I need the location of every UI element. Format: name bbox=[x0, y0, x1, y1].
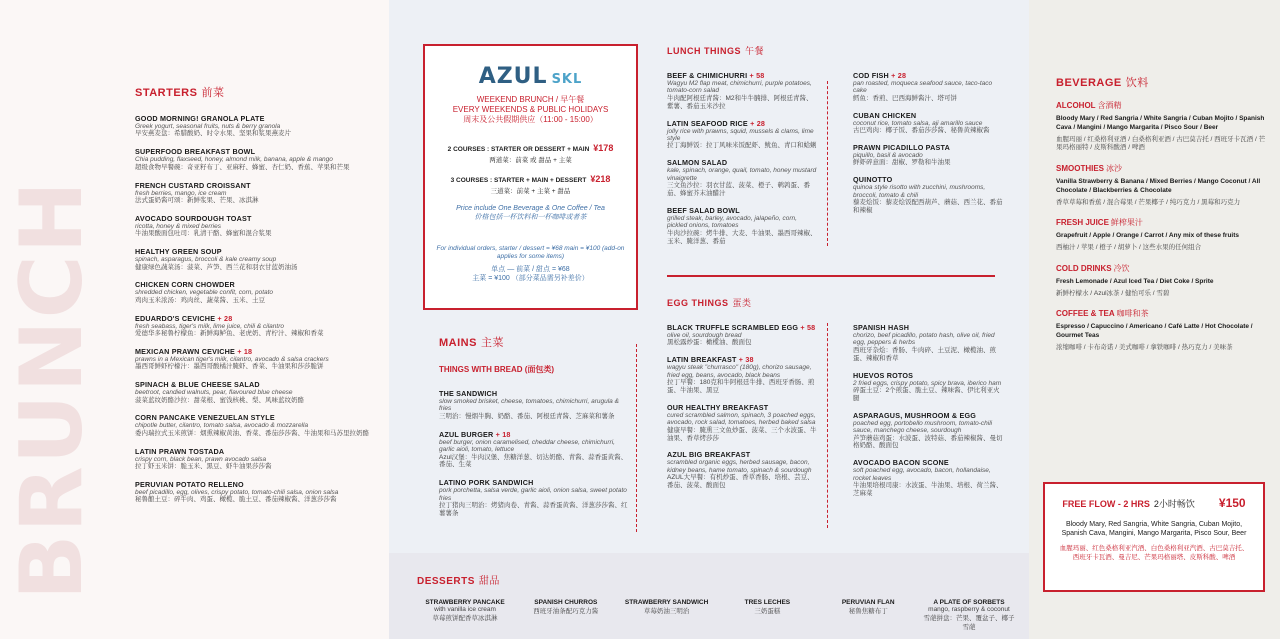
menu-item-chinese: 秘鲁酿土豆：碎牛肉、鸡蛋、橄榄、脆土豆、番茄辣椒酱、洋葱莎莎酱 bbox=[135, 496, 337, 504]
menu-item-title: AVOCADO BACON SCONE bbox=[853, 458, 949, 468]
brunch-hours: 周末及公共假期供应（11:00 - 15:00） bbox=[463, 115, 598, 124]
menu-item bbox=[135, 380, 375, 404]
menu-item-price-addon: + 18 bbox=[237, 346, 253, 356]
two-courses-price: ¥178 bbox=[593, 143, 614, 153]
menu-item-chinese: 藜麦烩饭：藜麦烩饭配西葫芦、蘑菇、西兰花、番茄和辣椒 bbox=[853, 199, 1003, 214]
mains-divider bbox=[636, 344, 637, 532]
beverage-group-items-en: Grapefruit / Apple / Orange / Carrot / Any mix of these fruits bbox=[1056, 232, 1239, 240]
free-flow-price: ¥150 bbox=[1218, 496, 1246, 510]
beverage-group-items-cn: 香草草莓和香蕉 / 混合莓果 / 芒果椰子 / 纯巧克力 / 黑莓和巧克力 bbox=[1056, 198, 1241, 206]
egg-col-2 bbox=[853, 323, 1003, 506]
menu-item-price-addon: + 58 bbox=[800, 323, 816, 332]
menu-item-price-addon: + 28 bbox=[750, 118, 766, 128]
starters-title bbox=[135, 84, 375, 100]
menu-item-name bbox=[853, 371, 1003, 380]
menu-item-chinese: 碎蛋土豆：2个煎蛋、脆土豆、辣味酱、伊比利亚火腿 bbox=[853, 387, 1000, 402]
lunch-section bbox=[667, 44, 1003, 245]
brunch-days: EVERY WEEKENDS & PUBLIC HOLIDAYS bbox=[452, 105, 609, 114]
beverage-group-items-cn: 血腥玛丽 / 红桑格利亚酒 / 白桑格利亚酒 / 古巴莫吉托 / 西班牙卡瓦酒 / 芒果玛格丽特 / 皮斯科酸酒 / 啤酒 bbox=[1056, 135, 1266, 152]
menu-item-description: pan roasted, moqueca seafood sauce, taco-taco cake bbox=[853, 80, 993, 95]
logo-sub: SKL bbox=[551, 72, 583, 87]
beverage-group-title bbox=[1056, 163, 1271, 174]
three-courses bbox=[425, 174, 636, 195]
menu-item-chinese: 拉丁海鲜饭：拉丁风味米饭配虾、鱿鱼、青口和蛤蜊 bbox=[667, 142, 817, 150]
beverage-group bbox=[1056, 217, 1271, 253]
menu-item-price-addon: + 38 bbox=[738, 355, 754, 365]
menu-item-title: SPINACH & BLUE CHEESE SALAD bbox=[135, 380, 260, 390]
three-courses-price: ¥218 bbox=[590, 174, 611, 184]
lunch-col-2 bbox=[853, 71, 1003, 223]
lunch-title-en: LUNCH THINGS bbox=[667, 46, 741, 56]
dessert-item bbox=[417, 599, 513, 631]
price-includes-cn: 价格包括一杯饮料和一杯咖啡或者茶 bbox=[474, 213, 587, 221]
beverage-group bbox=[1056, 163, 1271, 207]
beverage-group-title-en: COLD DRINKS bbox=[1056, 263, 1112, 273]
menu-item bbox=[135, 480, 375, 504]
menu-item-chinese: 西班牙杂烩：香肠、牛肉碎、土豆泥、橄榄油、煎蛋、辣椒和香草 bbox=[853, 346, 996, 362]
menu-item-chinese: AZUL大早餐：有机炒蛋、香草香肠、培根、芸豆、番茄、菠菜、酸面包 bbox=[667, 474, 814, 490]
menu-item-name bbox=[667, 323, 817, 332]
menu-item-name bbox=[135, 181, 375, 190]
mains-title-cn: 主菜 bbox=[480, 337, 504, 349]
menu-item bbox=[853, 71, 1003, 103]
beverage-group-items-cn: 新鲜柠檬水 / Azul冰茶 / 健怡可乐 / 雪碧 bbox=[1056, 289, 1170, 297]
menu-item-chinese: 鲜虾碎意面：甜椒、罗勒和牛油果 bbox=[853, 159, 951, 167]
dessert-chinese: 草莓奶油三明治 bbox=[643, 608, 690, 615]
dessert-item bbox=[921, 599, 1017, 631]
egg-title bbox=[667, 296, 997, 309]
menu-item-chinese: 牛油果酸面包吐司：乳清干酪、蜂蜜和混合浆果 bbox=[135, 230, 272, 238]
menu-item-description: beef picadillo, egg, olives, crispy potato, tomato-chili salsa, onion salsa bbox=[135, 488, 339, 496]
beverage-group-items-en: Espresso / Capuccino / Americano / Café Latte / Hot Chocolate / Gourmet Teas bbox=[1056, 323, 1253, 340]
menu-item bbox=[853, 323, 1003, 363]
free-flow-box bbox=[1043, 482, 1265, 592]
lunch-egg-separator bbox=[667, 275, 995, 277]
starters-title-cn: 前菜 bbox=[201, 87, 225, 99]
menu-item-name bbox=[667, 158, 817, 167]
menu-item-chinese: 牛肉配阿根廷青酱：M2和牛牛腩排、阿根廷青酱、紫薯、番茄玉米沙拉 bbox=[667, 94, 813, 110]
menu-item-name bbox=[135, 280, 375, 289]
free-flow-header bbox=[1045, 496, 1263, 510]
individual-orders-en: For individual orders, starter / dessert = ¥68 main = ¥100 (add-on applies for some items) bbox=[436, 244, 625, 260]
menu-item-description: cured scrambled salmon, spinach, 3 poached eggs, avocado, rock salad, tomatoes, herbed baked salsa bbox=[667, 411, 816, 427]
menu-item-name bbox=[853, 111, 1003, 120]
menu-item-description: fresh seabass, tiger's milk, lime juice, chili & cilantro bbox=[135, 322, 284, 330]
desserts-title-en: DESSERTS bbox=[417, 576, 475, 587]
menu-item-description: grilled steak, barley, avocado, jalapeño, corn, pickled onions, tomatoes bbox=[667, 214, 797, 230]
menu-item-chinese: 早安燕麦盘：希腊酸奶、时令水果、坚果和浆果燕麦片 bbox=[135, 130, 291, 138]
beverage-group-title-cn: 冷饮 bbox=[1113, 263, 1130, 273]
beverage-group-title bbox=[1056, 217, 1271, 228]
menu-item-chinese: 鸡肉玉米浓汤：鸡肉丝、蔬菜酱、玉米、土豆 bbox=[135, 296, 265, 304]
egg-col-1 bbox=[667, 323, 817, 498]
menu-item-chinese: 鳕鱼：香煎、巴西海鲜酱汁、塔可饼 bbox=[853, 94, 957, 102]
menu-item-title: SALMON SALAD bbox=[667, 158, 728, 168]
menu-item bbox=[439, 478, 629, 518]
menu-item-title: CUBAN CHICKEN bbox=[853, 110, 917, 120]
free-flow-title: FREE FLOW - 2 HRS bbox=[1062, 499, 1150, 509]
dessert-item bbox=[619, 599, 715, 631]
dessert-description: with vanilla ice cream bbox=[434, 606, 496, 613]
menu-item-title: LATIN BREAKFAST bbox=[667, 355, 737, 365]
dessert-name: STRAWBERRY SANDWICH bbox=[624, 599, 709, 606]
menu-item-name bbox=[667, 71, 817, 80]
starters-section bbox=[135, 84, 375, 513]
menu-item-name bbox=[439, 430, 629, 439]
menu-item-chinese: Azul汉堡：牛肉汉堡、焦糖洋葱、切达奶酪、青酱、蒜香蛋黄酱、番茄、生菜 bbox=[439, 453, 628, 469]
menu-item-title: SPANISH HASH bbox=[853, 323, 910, 332]
starters-title-en: STARTERS bbox=[135, 87, 198, 99]
dessert-description: mango, raspberry & coconut bbox=[928, 606, 1010, 613]
menu-item-chinese: 爱德华多秘鲁柠檬鱼：新鲜海鲈鱼、老虎奶、青柠汁、辣椒和香菜 bbox=[135, 330, 324, 338]
lunch-col-1 bbox=[667, 71, 817, 253]
menu-item bbox=[135, 214, 375, 238]
menu-item-title: CHICKEN CORN CHOWDER bbox=[135, 280, 235, 290]
menu-item-price-addon: + 18 bbox=[495, 429, 511, 439]
menu-item-description: olive oil, sourdough bread bbox=[667, 332, 742, 339]
menu-item bbox=[135, 114, 375, 138]
beverage-group-title-en: ALCOHOL bbox=[1056, 101, 1096, 110]
menu-item-description: slow smoked brisket, cheese, tomatoes, chimichurri, arugula & fries bbox=[439, 398, 619, 413]
menu-item-title: LATINO PORK SANDWICH bbox=[439, 478, 534, 488]
dessert-chinese: 秘鲁焦糖布丁 bbox=[848, 608, 888, 615]
two-courses bbox=[425, 143, 636, 164]
starters-list bbox=[135, 114, 375, 504]
menu-item-name bbox=[853, 458, 1003, 467]
menu-item-description: Greek yogurt, seasonal fruits, nuts & berry granola bbox=[135, 123, 281, 130]
menu-item-description: quinoa style risotto with zucchini, mushrooms, broccoli, tomato & chili bbox=[853, 184, 986, 199]
menu-item-description: Chia pudding, flaxseed, honey, almond milk, banana, apple & mango bbox=[135, 156, 333, 164]
egg-section bbox=[667, 296, 1003, 497]
dessert-name: TRES LECHES bbox=[744, 599, 791, 606]
menu-item bbox=[135, 347, 375, 371]
menu-item bbox=[135, 280, 375, 304]
dessert-name: STRAWBERRY PANCAKE bbox=[425, 599, 505, 606]
beverage-group-items-en: Bloody Mary / Red Sangria / White Sangria / Cuban Mojito / Spanish Cava / Mangini / Mango Margarita / Pisco Sour / Beer bbox=[1056, 115, 1265, 131]
beverage-group-title bbox=[1056, 308, 1271, 319]
dessert-item bbox=[518, 599, 614, 631]
menu-item-name bbox=[853, 143, 1003, 152]
menu-item-description: chorizo, beef picadillo, potato hash, olive oil, fried egg, peppers & herbs bbox=[853, 332, 995, 347]
menu-item bbox=[135, 247, 375, 271]
dessert-name: SPANISH CHURROS bbox=[534, 599, 598, 606]
menu-item-title: LATIN SEAFOOD RICE bbox=[667, 118, 748, 128]
menu-item-title: FRENCH CUSTARD CROISSANT bbox=[135, 180, 251, 190]
menu-item bbox=[135, 181, 375, 205]
individual-cn-line1: 单点 — 前菜 / 甜点 = ¥68 bbox=[491, 265, 570, 273]
menu-item-name bbox=[853, 323, 1003, 332]
menu-item-title: AZUL BURGER bbox=[439, 429, 494, 439]
beverage-group bbox=[1056, 263, 1271, 299]
menu-item-name bbox=[667, 403, 817, 412]
menu-item-description: soft poached egg, avocado, bacon, hollandaise, rocket leaves bbox=[853, 467, 991, 482]
three-courses-cn: 三道菜：前菜 + 主菜 + 甜品 bbox=[490, 188, 571, 195]
menu-item-title: ASPARAGUS, MUSHROOM & EGG bbox=[853, 410, 977, 420]
dessert-name: A PLATE OF SORBETS bbox=[933, 599, 1005, 606]
menu-item bbox=[667, 323, 817, 347]
mains-subtitle: THINGS WITH BREAD (面包类) bbox=[439, 365, 555, 374]
dessert-chinese: 三奶蛋糕 bbox=[754, 608, 781, 615]
two-courses-cn: 两道菜：前菜 或 甜品 + 主菜 bbox=[489, 157, 572, 164]
menu-item-name bbox=[439, 478, 629, 487]
menu-item-title: BEEF SALAD BOWL bbox=[667, 205, 740, 215]
menu-item-price-addon: + 58 bbox=[749, 71, 765, 80]
mains-title-en: MAINS bbox=[439, 337, 477, 349]
menu-item-description: ricotta, honey & mixed berries bbox=[135, 222, 221, 230]
menu-item-title: GOOD MORNING! GRANOLA PLATE bbox=[135, 114, 265, 123]
menu-item-title: SUPERFOOD BREAKFAST BOWL bbox=[135, 147, 256, 157]
beverage-group-items-en: Vanilla Strawberry & Banana / Mixed Berries / Mango Coconut / All Chocolate / Blackberries & Chocolate bbox=[1056, 178, 1261, 194]
menu-item-name bbox=[853, 71, 1003, 80]
menu-item-title: EDUARDO'S CEVICHE bbox=[135, 313, 216, 323]
mains-title bbox=[439, 334, 629, 350]
menu-item-price-addon: + 28 bbox=[217, 313, 233, 323]
beverage-group-items-en: Fresh Lemonade / Azul Iced Tea / Diet Coke / Sprite bbox=[1056, 277, 1214, 285]
menu-item-name bbox=[667, 206, 817, 215]
menu-item bbox=[439, 430, 629, 470]
desserts-title bbox=[417, 572, 1017, 587]
beverage-section bbox=[1056, 74, 1271, 353]
menu-item-chinese: 牛肉沙拉碗：烤牛排、大麦、牛油果、墨西哥辣椒、玉米、腌洋葱、番茄 bbox=[667, 229, 817, 245]
menu-item bbox=[667, 119, 817, 151]
price-includes bbox=[425, 205, 636, 223]
menu-item-name bbox=[135, 447, 375, 456]
menu-item-chinese: 健康早餐：腌熏三文鱼炒蛋、菠菜、三个水波蛋、牛油果、香草烤莎莎 bbox=[667, 426, 817, 442]
menu-item bbox=[135, 314, 375, 338]
menu-item-chinese: 古巴鸡肉：椰子饭、番茄莎莎酱、秘鲁黄辣椒酱 bbox=[853, 127, 990, 135]
menu-item-description: poached egg, portobello mushroom, tomato-chili sauce, manchego cheese, sourdough bbox=[853, 419, 993, 435]
menu-item-name bbox=[853, 411, 1003, 420]
menu-item-price-addon: + 28 bbox=[891, 71, 907, 80]
menu-item-name bbox=[667, 355, 817, 364]
menu-item-title: AVOCADO SOURDOUGH TOAST bbox=[135, 213, 252, 223]
menu-item-name bbox=[135, 147, 375, 156]
beverage-group-title-en: COFFEE & TEA bbox=[1056, 309, 1115, 319]
dessert-chinese: 西班牙油条配巧克力酱 bbox=[533, 608, 599, 615]
beverage-group bbox=[1056, 308, 1271, 352]
menu-item-description: kale, spinach, orange, quail, tomato, honey mustard vinaigrette bbox=[667, 167, 817, 182]
brunch-schedule bbox=[425, 95, 636, 125]
menu-item-chinese: 芦笋蘑菇鸡蛋：水波蛋、波特菇、番茄辣椒酱、曼切格奶酪、酸面包 bbox=[853, 434, 1003, 450]
menu-item-title: MEXICAN PRAWN CEVICHE bbox=[135, 346, 236, 356]
beverage-group-title bbox=[1056, 100, 1271, 111]
brunch-title: WEEKEND BRUNCH / 早午餐 bbox=[476, 95, 585, 104]
mains-section bbox=[439, 334, 629, 527]
egg-title-cn: 蛋类 bbox=[732, 298, 752, 308]
menu-item-chinese: 菠菜蓝纹奶酪沙拉：甜菜根、蜜饯核桃、梨、风味蓝纹奶酪 bbox=[135, 396, 304, 404]
menu-item bbox=[667, 450, 817, 490]
menu-item bbox=[853, 175, 1003, 215]
dessert-item bbox=[719, 599, 815, 631]
menu-item bbox=[853, 411, 1003, 451]
three-courses-label: 3 COURSES : STARTER + MAIN + DESSERT bbox=[450, 177, 587, 184]
beverage-group-title-cn: 咖啡和茶 bbox=[1116, 309, 1149, 319]
menu-item-name bbox=[667, 450, 817, 459]
menu-item-chinese: 健康绿色蔬菜汤：菠菜、芦笋、西兰花和羽衣甘蓝奶油汤 bbox=[135, 263, 298, 271]
egg-title-en: EGG THINGS bbox=[667, 298, 729, 308]
menu-item-name bbox=[135, 347, 375, 356]
menu-item-title: AZUL BIG BREAKFAST bbox=[667, 450, 751, 460]
menu-item bbox=[439, 389, 629, 421]
menu-item-description: Wagyu M2 flap meat, chimichurri, purple potatoes, tomato-corn salad bbox=[667, 80, 812, 95]
desserts-title-cn: 甜品 bbox=[478, 576, 500, 587]
menu-item-name bbox=[135, 247, 375, 256]
menu-item-title: PRAWN PICADILLO PASTA bbox=[853, 143, 950, 152]
dessert-item bbox=[820, 599, 916, 631]
menu-item-title: HUEVOS ROTOS bbox=[853, 370, 914, 380]
menu-item bbox=[667, 403, 817, 443]
menu-item-title: CORN PANCAKE VENEZUELAN STYLE bbox=[135, 413, 275, 423]
free-flow-drinks-cn: 血腥玛丽、红色桑格利亚汽酒、白色桑格利亚汽酒、古巴莫吉托、西班牙卡瓦酒、曼吉尼、芒果玛格丽塔、皮斯科酸、啤酒 bbox=[1059, 544, 1249, 561]
menu-item bbox=[853, 371, 1003, 403]
azul-skl-logo bbox=[425, 64, 636, 89]
menu-item-chinese: 黑松露炒蛋：橄榄油、酸面包 bbox=[667, 339, 752, 347]
beverage-group-title-cn: 鲜榨果汁 bbox=[1110, 218, 1143, 228]
beverage-title-cn: 饮料 bbox=[1125, 77, 1149, 89]
menu-item-description: beetroot, candied walnuts, pear, flavoured blue cheese bbox=[135, 389, 293, 397]
menu-item bbox=[667, 71, 817, 111]
menu-item-title: BEEF & CHIMICHURRI bbox=[667, 71, 748, 80]
menu-item-title: OUR HEALTHY BREAKFAST bbox=[667, 402, 769, 412]
menu-item-description: scrambled organic eggs, herbed sausage, bacon, kidney beans, hame tomato, spinach & sourdough bbox=[667, 459, 812, 474]
menu-item-title: THE SANDWICH bbox=[439, 389, 498, 398]
menu-item-name bbox=[135, 314, 375, 323]
two-courses-label: 2 COURSES : STARTER OR DESSERT + MAIN bbox=[447, 146, 590, 153]
menu-item-chinese: 墨西哥鲜虾柠檬汁：墨西哥酸橘汁腌虾、香菜、牛油果和莎莎脆饼 bbox=[135, 363, 324, 371]
menu-item-title: BLACK TRUFFLE SCRAMBLED EGG bbox=[667, 323, 799, 332]
price-includes-en: Price include One Beverage & One Coffee / Tea bbox=[456, 205, 605, 212]
menu-item-chinese: 牛油果培根司康：水波蛋、牛油果、培根、荷兰酱、芝麻菜 bbox=[853, 482, 1003, 497]
beverage-group bbox=[1056, 100, 1271, 153]
free-flow-title-cn: 2小时畅饮 bbox=[1153, 499, 1195, 509]
beverage-group-items-cn: 西柚汁 / 苹果 / 橙子 / 胡萝卜 / 这些水果的任何组合 bbox=[1056, 244, 1202, 252]
menu-item-chinese: 委内瑞拉式玉米煎饼：烟熏辣椒黄油、香菜、番茄莎莎酱、牛油果和马苏里拉奶酪 bbox=[135, 429, 369, 437]
menu-item-title: HEALTHY GREEN SOUP bbox=[135, 247, 222, 257]
menu-item-chinese: 拉丁猪肉三明治：烤猪肉卷、青酱、蒜香蛋黄酱、洋葱莎莎酱、红薯薯条 bbox=[439, 502, 628, 517]
menu-item-description: 2 fried eggs, crispy potato, spicy brava, iberico ham bbox=[853, 379, 1002, 387]
menu-item-description: coconut rice, tomato salsa, aji amarillo sauce bbox=[853, 119, 983, 127]
menu-item-chinese: 三明治：慢烟牛胸、奶酪、番茄、阿根廷青酱、芝麻菜和薯条 bbox=[439, 412, 615, 420]
dessert-name: PERUVIAN FLAN bbox=[841, 599, 895, 606]
menu-item-title: QUINOTTO bbox=[853, 175, 893, 185]
menu-item-title: COD FISH bbox=[853, 71, 889, 80]
menu-item-title: LATIN PRAWN TOSTADA bbox=[135, 446, 225, 456]
menu-item-name bbox=[135, 413, 375, 422]
menu-item bbox=[667, 206, 817, 246]
lunch-divider bbox=[827, 81, 828, 246]
menu-item bbox=[853, 143, 1003, 167]
menu-item bbox=[135, 447, 375, 471]
egg-divider bbox=[827, 323, 828, 528]
menu-item-description: piquillo, basil & avocado bbox=[853, 152, 923, 159]
menu-item-chinese: 三文鱼沙拉：羽衣甘蓝、菠菜、橙子、鹌鹑蛋、番茄、蜂蜜芥末油醋汁 bbox=[667, 182, 810, 197]
individual-orders-cn bbox=[425, 265, 636, 283]
menu-item-description: prawns in a Mexican tiger's milk, cilantro, avocado & salsa crackers bbox=[135, 355, 329, 363]
menu-item bbox=[135, 147, 375, 171]
weekend-brunch-box bbox=[423, 44, 638, 310]
menu-item bbox=[667, 355, 817, 395]
menu-item-description: shredded chicken, vegetable confit, corn, potato bbox=[135, 289, 274, 297]
beverage-groups bbox=[1056, 100, 1271, 353]
beverage-title-en: BEVERAGE bbox=[1056, 77, 1122, 89]
menu-item-description: fresh berries, mango, ice cream bbox=[135, 189, 227, 197]
menu-item-name bbox=[135, 214, 375, 223]
beverage-group-title bbox=[1056, 263, 1271, 274]
menu-item bbox=[853, 458, 1003, 498]
menu-item-name bbox=[853, 175, 1003, 184]
beverage-group-title-cn: 冰沙 bbox=[1106, 164, 1123, 174]
menu-item-description: pork porchetta, salsa verde, garlic aioli, onion salsa, sweet potato fries bbox=[439, 487, 627, 502]
beverage-group-title-en: SMOOTHIES bbox=[1056, 164, 1105, 174]
desserts-row bbox=[417, 599, 1017, 631]
menu-item bbox=[135, 413, 375, 437]
menu-item-description: spinach, asparagus, broccoli & kale creamy soup bbox=[135, 256, 277, 264]
menu-item-description: wagyu steak "churrasco" (180g), chorizo sausage, fried egg, beans, avocado, black beans bbox=[667, 364, 812, 379]
individual-cn-line2: 主菜 = ¥100 （部分菜品需另补差价） bbox=[472, 274, 589, 282]
menu-item-name bbox=[667, 119, 817, 128]
menu-item-chinese: 拉丁虾玉米饼：脆玉米、黑豆、虾牛油果莎莎酱 bbox=[135, 463, 272, 471]
menu-item bbox=[853, 111, 1003, 135]
mains-list bbox=[439, 389, 629, 518]
dessert-chinese: 雪葩拼盘：芒果、覆盆子、椰子雪葩 bbox=[923, 615, 1015, 631]
menu-item-title: PERUVIAN POTATO RELLENO bbox=[135, 479, 244, 489]
menu-item-description: chipotle butter, cilantro, tomato salsa, avocado & mozzarella bbox=[135, 422, 309, 430]
beverage-group-title-cn: 含酒精 bbox=[1097, 101, 1122, 110]
menu-item-chinese: 法式蛋奶酱可颂：新鲜浆果、芒果、冰淇淋 bbox=[135, 197, 259, 204]
menu-item-chinese: 拉丁早餐：180克和牛阿根廷牛排、西班牙香肠、煎蛋、牛油果、黑豆 bbox=[667, 379, 815, 394]
menu-item-description: crispy corn, black bean, prawn avocado salsa bbox=[135, 455, 267, 463]
menu-item-chinese: 超级食物早餐碗：奇亚籽布丁、亚麻籽、蜂蜜、杏仁奶、香蕉、苹果和芒果 bbox=[135, 163, 350, 171]
free-flow-drinks-en: Bloody Mary, Red Sangria, White Sangria, Cuban Mojito, Spanish Cava, Mangini, Mango Margarita, Pisco Sour, Beer bbox=[1061, 521, 1247, 538]
menu-item-name bbox=[135, 380, 375, 389]
dessert-chinese: 草莓煎饼配香草冰淇淋 bbox=[432, 615, 498, 622]
menu-item-description: beef burger, onion caramelised, cheddar cheese, chimichurri, garlic aioli, tomato, lettuce bbox=[439, 438, 615, 454]
beverage-group-title-en: FRESH JUICE bbox=[1056, 218, 1109, 228]
menu-item-name bbox=[135, 480, 375, 489]
menu-item bbox=[667, 158, 817, 198]
beverage-group-items-cn: 浓缩咖啡 / 卡布奇诺 / 美式咖啡 / 拿铁咖啡 / 热巧克力 / 美味茶 bbox=[1056, 343, 1233, 351]
desserts-section bbox=[417, 572, 1017, 631]
lunch-title-cn: 午餐 bbox=[745, 46, 765, 56]
menu-item-name bbox=[439, 389, 629, 398]
lunch-title bbox=[667, 44, 997, 57]
logo-main: AZUL bbox=[478, 64, 548, 89]
menu-item-description: jolly rice with prawns, squid, mussels & clams, lime style bbox=[667, 127, 814, 142]
brunch-side-word: BRUNCH bbox=[2, 179, 102, 600]
beverage-title bbox=[1056, 74, 1271, 90]
menu-item-name bbox=[135, 114, 375, 123]
